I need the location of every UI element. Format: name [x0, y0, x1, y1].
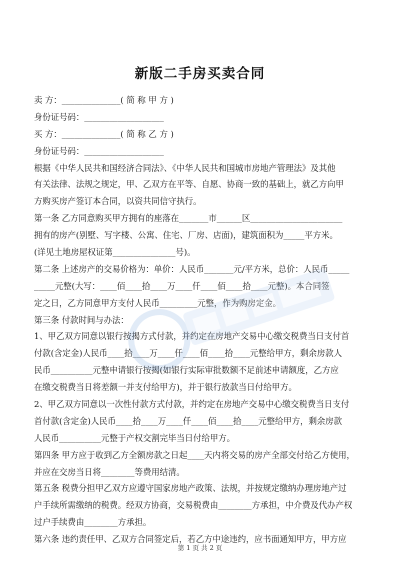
article-2-line-2: _____元整(大写：____佰____拾____万____仟____佰____拾____元整)。本合同签 [34, 280, 330, 291]
contract-body [34, 92, 366, 548]
article-1-line-3: (详见土地房屋权证第_______________号)。 [34, 247, 196, 258]
page-footer: 第 1 页 共 2 页 [177, 544, 223, 552]
page-title: 新版二手房买卖合同 [134, 66, 266, 82]
buyer-line: 买 方：______________( 简 称 乙 方 ) [34, 128, 174, 139]
article-3-heading: 第三条 付款时间与办法： [34, 314, 129, 325]
preamble-line-3: 方购买房产签订本合同，以资共同信守执行。 [34, 196, 202, 207]
article-5-line-2: 户手续所需缴纳的税费。经双方协商，交易税费由________方承担，中介费及代办产权 [34, 500, 353, 511]
article-1-line-2: 拥有的房产(别墅、写字楼、公寓、住宅、厂房、店面)，建筑面积为_____平方米。 [34, 230, 338, 241]
buyer-id-line: 身份证号码：___________________ [34, 145, 164, 156]
article-5-line-1: 第五条 税费分担甲乙双方应遵守国家房地产政策、法规，并按规定缴纳办理房地产过 [34, 483, 347, 494]
article-6-line-1: 第六条 违约责任甲、乙双方合同签定后，若乙方中途违约，应书面通知甲方，甲方应 [34, 534, 347, 545]
article-3-item-1-line-4: 在缴交税费当日将差额一并支付给甲方)，并于银行放款当日付给甲方。 [34, 382, 297, 393]
article-2-line-1: 第二条 上述房产的交易价格为：单价：人民币_______元/平方米，总价：人民币_____ [34, 263, 350, 274]
preamble-line-1: 根据《中华人民共和国经济合同法》、《中华人民共和国城市房地产管理法》及其他 [34, 162, 336, 173]
article-4-line-2: 并应在交房当日将________等费用结清。 [34, 466, 185, 477]
seller-line: 卖 方：______________( 简 称 甲 方 ) [34, 95, 174, 105]
article-2-line-3: 定之日，乙方同意甲方支付人民币_________元整，作为购房定金。 [34, 297, 282, 308]
article-4-line-1: 第四条 甲方应于收到乙方全额房款之日起____天内将交易的房产全部交付给乙方使用， [34, 449, 355, 460]
article-3-item-1-line-2: 付款(含定金)人民币____拾____万____仟____佰____拾____元整给甲方，剩余房款人 [34, 348, 343, 359]
article-3-item-1-line-3: 民币__________元整申请银行按揭(如银行实际审批数额不足前述申请额度，乙方应 [34, 365, 339, 376]
article-1-line-1: 第一条 乙方同意购买甲方拥有的座落在_______市______区______________________ [34, 213, 343, 224]
article-5-line-3: 过户手续费由________方承担。 [34, 517, 152, 528]
article-3-item-2-line-2: 首付款(含定金)人民币____拾____万____仟____佰____拾____元整给甲方，剩余房款 [34, 415, 343, 426]
article-3-item-1-line-1: 1、甲乙双方同意以银行按揭方式付款，并约定在房地产交易中心缴交税费当日支付首 [34, 331, 350, 342]
seller-id-line: 身份证号码：___________________ [34, 111, 164, 122]
preamble-line-2: 有关法律、法规之规定，甲、乙双方在平等、自愿、协商一致的基础上，就乙方向甲 [34, 179, 344, 190]
article-3-item-2-line-1: 2、甲乙双方同意以一次性付款方式付款，并约定在房地产交易中心缴交税费当日支付 [34, 399, 350, 410]
article-3-item-2-line-3: 人民币__________元整于产权交割完毕当日付给甲方。 [34, 432, 235, 443]
